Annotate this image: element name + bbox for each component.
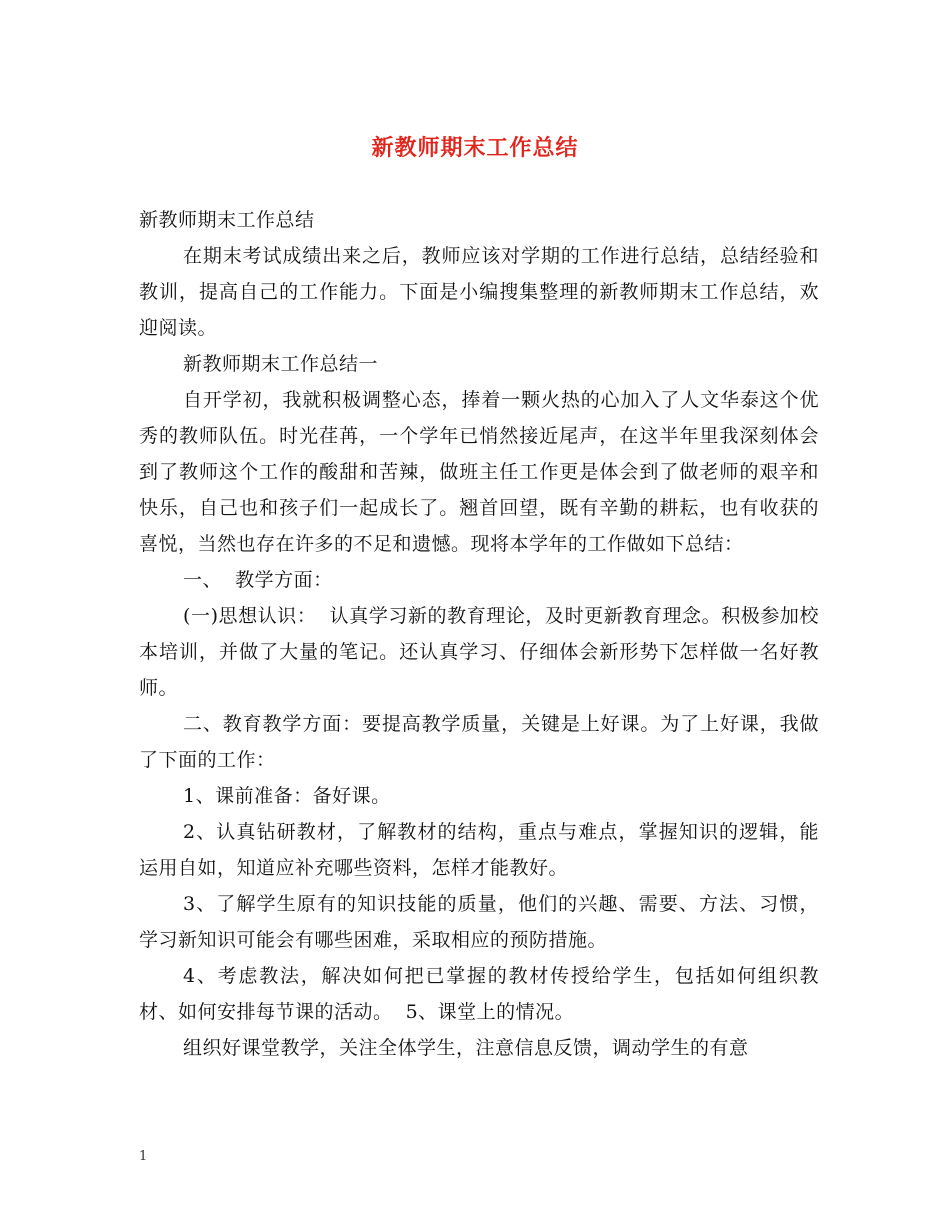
- page-number: 1: [139, 1149, 148, 1164]
- paragraph-2: 新教师期末工作总结一: [183, 353, 379, 375]
- document-body: [139, 202, 819, 1066]
- paragraph-4: 一、 教学方面：: [183, 569, 333, 591]
- paragraph-11: 组织好课堂教学，关注全体学生，注意信息反馈，调动学生的有意: [183, 1037, 749, 1059]
- paragraph-5: (一)思想认识： 认真学习新的教育理论，及时更新教育理念。积极参加校本培训，并做了大量的笔记。还认真学习、仔细体会新形势下怎样做一名好教师。: [139, 605, 819, 699]
- paragraph-9: 3、了解学生原有的知识技能的质量，他们的兴趣、需要、方法、习惯，学习新知识可能会有哪些困难，采取相应的预防措施。: [139, 893, 819, 951]
- paragraph-10: 4、考虑教法，解决如何把已掌握的教材传授给学生，包括如何组织教材、如何安排每节课的活动。 5、课堂上的情况。: [139, 965, 819, 1023]
- document-title: 新教师期末工作总结: [371, 135, 579, 161]
- paragraph-7: 1、课前准备：备好课。: [183, 785, 391, 807]
- paragraph-3: 自开学初，我就积极调整心态，捧着一颗火热的心加入了人文华泰这个优秀的教师队伍。时光荏苒，一个学年已悄然接近尾声，在这半年里我深刻体会到了教师这个工作的酸甜和苦辣，做班主任工作更是体会到了做老师的艰辛和快乐，自己也和孩子们一起成长了。翘首回望，既有辛勤的耕耘，也有收获的喜悦，当然也存在许多的不足和遗憾。现将本学年的工作做如下总结：: [139, 389, 819, 555]
- paragraph-8: 2、认真钻研教材，了解教材的结构，重点与难点，掌握知识的逻辑，能运用自如，知道应补充哪些资料，怎样才能教好。: [139, 821, 819, 879]
- paragraph-1: 在期末考试成绩出来之后，教师应该对学期的工作进行总结，总结经验和教训，提高自己的工作能力。下面是小编搜集整理的新教师期末工作总结，欢迎阅读。: [139, 245, 819, 339]
- paragraph-0: 新教师期末工作总结: [139, 209, 315, 231]
- paragraph-6: 二、教育教学方面：要提高教学质量，关键是上好课。为了上好课，我做了下面的工作：: [139, 713, 819, 771]
